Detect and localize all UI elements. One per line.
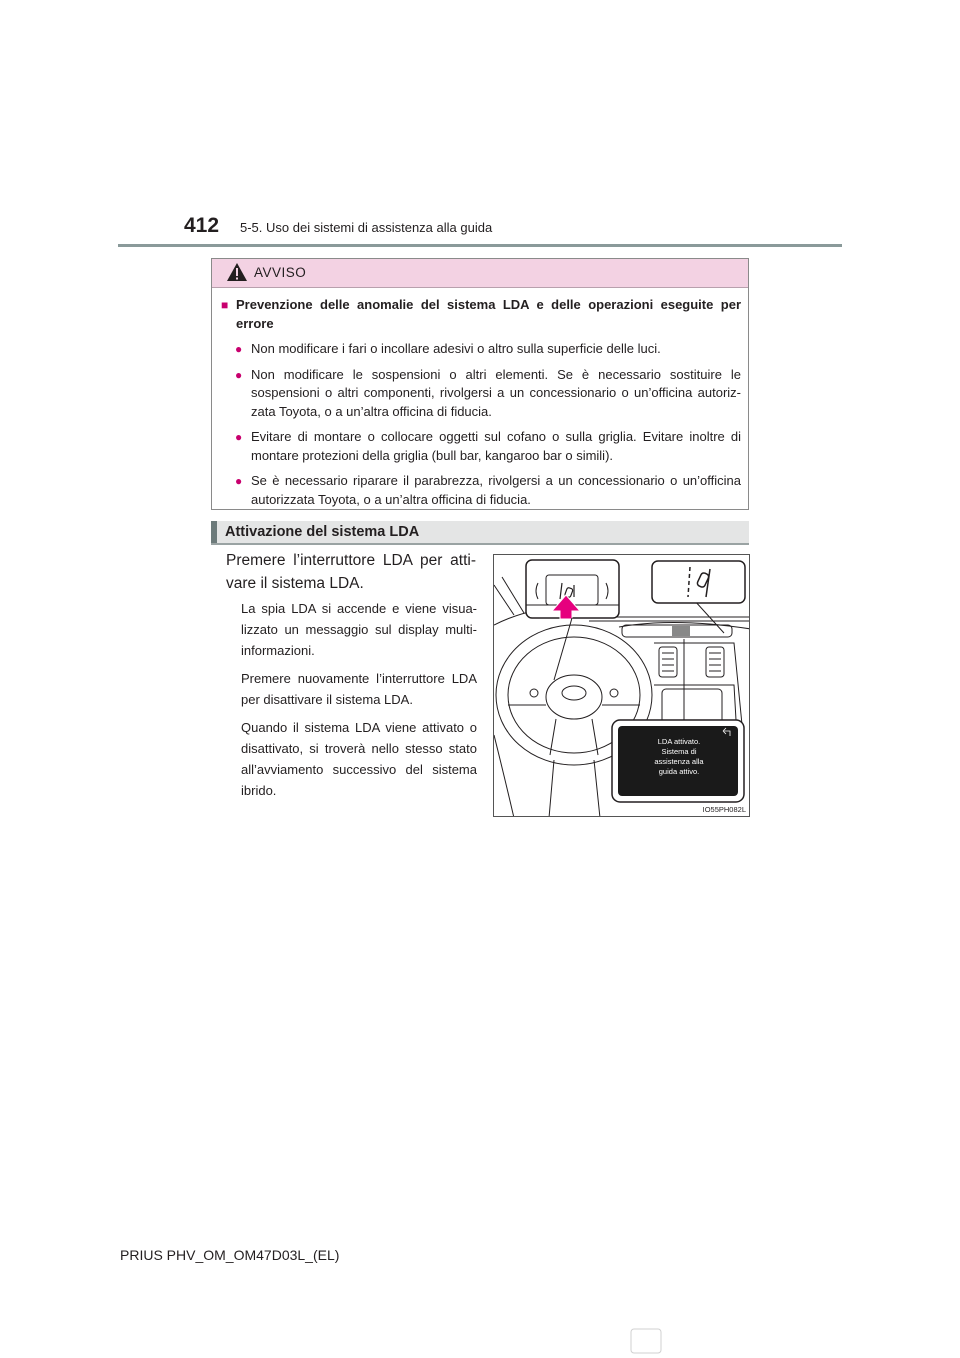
warning-box (211, 258, 749, 510)
list-item (221, 472, 741, 509)
display-line: Sistema di (661, 747, 697, 756)
illustration-code: IO55PH082L (702, 805, 746, 814)
warning-heading (221, 296, 741, 333)
section-title: 5-5. Uso dei sistemi di assistenza alla guida (240, 220, 493, 235)
warning-body (212, 288, 748, 509)
warning-triangle-icon (226, 262, 248, 282)
list-item-text: Evitare di montare o collocare oggetti sul cofano o sulla griglia. Evitare inoltre di montare protezioni della griglia (bull bar, kangaroo bar o simili). (251, 429, 741, 463)
square-bullet-icon: ■ (221, 298, 229, 312)
dashboard-drawing (494, 555, 750, 817)
circle-bullet-icon: ● (235, 430, 243, 444)
warning-header (212, 259, 748, 288)
list-item (221, 428, 741, 465)
note-paragraph: Premere nuovamente l’interruttore LDA per disattivare il sistema LDA. (241, 671, 477, 707)
notes (241, 598, 477, 808)
step-text: Premere l’interruttore LDA per atti-vare il sistema LDA. (226, 552, 476, 592)
footer-text: PRIUS PHV_OM_OM47D03L_(EL) (120, 1247, 340, 1263)
circle-bullet-icon: ● (235, 474, 243, 488)
header-rule (118, 244, 842, 247)
list-item-text: Non modificare i fari o incollare adesivi o altro sulla superficie delle luci. (251, 341, 661, 356)
warning-title: AVVISO (254, 265, 307, 280)
section-heading (211, 521, 749, 545)
page-header (0, 0, 960, 250)
warning-heading-text: Prevenzione delle anomalie del sistema LDA e delle operazioni eseguite per errore (236, 297, 741, 331)
circle-bullet-icon: ● (235, 342, 243, 356)
display-line: assistenza alla (654, 757, 704, 766)
note-paragraph: La spia LDA si accende e viene visua-lizzato un messaggio sul display multi-informazioni. (241, 601, 477, 658)
list-item (221, 340, 741, 359)
display-line: guida attivo. (658, 767, 700, 776)
note-paragraph: Quando il sistema LDA viene attivato o disattivato, si troverà nello stesso stato all’avviamento successivo del sistema ibrido. (241, 720, 477, 798)
page-number: 412 (184, 214, 220, 237)
section-heading-bar (211, 521, 217, 543)
display-line: LDA attivato. (657, 737, 701, 746)
list-item-text: Se è necessario riparare il parabrezza, rivolgersi a un concessionario o un’officina autorizzata Toyota, o a un’altra officina di fiducia. (251, 473, 741, 507)
section-heading-text: Attivazione del sistema LDA (225, 524, 420, 540)
display-message (624, 737, 734, 777)
dashboard-illustration (493, 554, 750, 817)
watermark-logo-icon (630, 1328, 662, 1354)
list-item (221, 366, 741, 422)
list-item-text: Non modificare le sospensioni o altri elementi. Se è necessario sostituire le sospensioni o altri componenti, rivolgersi a un concessionario o un’officina autoriz-zata Toyota, o a un’altra officina di fiducia. (251, 366, 741, 419)
circle-bullet-icon: ● (235, 367, 243, 382)
